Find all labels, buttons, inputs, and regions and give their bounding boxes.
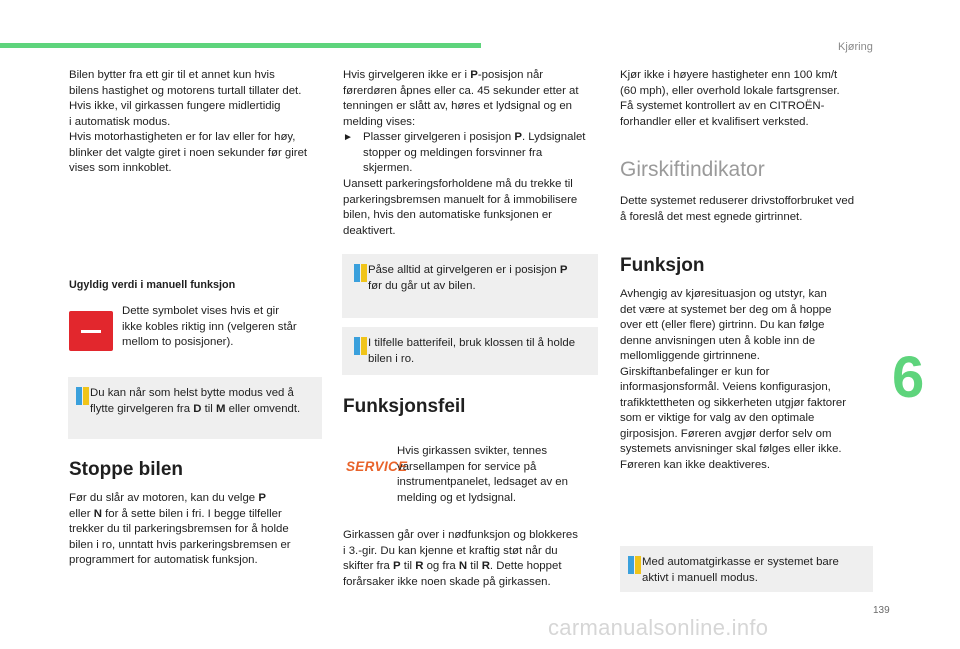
bullet-line [363, 161, 605, 177]
watermark: carmanualsonline.info [548, 615, 769, 640]
fault-heading: Funksjonsfeil [343, 396, 466, 417]
text: Før du slår av motoren, kan du velge [69, 492, 259, 504]
note-line [90, 402, 314, 418]
section-title: Kjøring [838, 41, 873, 53]
info-note-park-position [342, 254, 598, 318]
gear-fault-warning-icon [69, 311, 113, 351]
p3-line [343, 528, 605, 544]
text: skifter fra [343, 560, 394, 572]
info-note-text [368, 263, 590, 294]
col2-parking-warning [343, 68, 605, 130]
stop-line [69, 491, 331, 507]
stop-line [69, 538, 331, 554]
fault-text [397, 444, 607, 506]
gear-letter: P [514, 131, 522, 143]
col3-line: denne anvisningen uten å koble inn de [620, 334, 816, 347]
function-heading: Funksjon [620, 255, 705, 276]
text: for å sette bilen i fri. I begge tilfeller [101, 507, 282, 520]
gear-letter: N [458, 560, 468, 572]
p1-line [343, 115, 605, 131]
p2-line: bilen, hvis den automatiske funksjonen er [343, 209, 552, 221]
header-accent-bar [0, 43, 481, 48]
col3-line: forhandler eller et kvalifisert verksted. [620, 115, 809, 128]
text: til [467, 560, 482, 572]
text: stopper og meldingen forsvinner fra [363, 146, 543, 159]
text: før du går ut av bilen. [368, 279, 476, 292]
info-icon [628, 556, 641, 574]
text: førerdøren åpnes eller ca. 45 sekunder etter at [343, 84, 579, 97]
text: og fra [423, 560, 459, 572]
gear-indicator-heading: Girskiftindikator [620, 158, 765, 181]
col1-intro-line: Hvis ikke, vil girkassen fungere midlertidig [69, 100, 281, 112]
p2-line: Uansett parkeringsforholdene må du trekke til [343, 178, 573, 190]
col1-intro-line: i automatisk modus. [69, 115, 171, 128]
col3-line: girposisjon. Føreren avgjør derfor selv om [620, 427, 832, 440]
text: Plasser girvelgeren i posisjon [363, 131, 515, 143]
p3-line [343, 544, 605, 560]
text: bilen i ro, unntatt hvis parkeringsbremsen er [69, 538, 291, 551]
service-warning-icon: SERVICE [346, 459, 408, 474]
note-line: I tilfelle batterifeil, bruk klossen til å holde [368, 337, 576, 349]
info-icon [76, 387, 89, 405]
col3-line: (60 mph), eller overhold lokale fartsgrenser. [620, 84, 840, 97]
gear-letter: M [216, 402, 226, 415]
gear-letter: P [258, 492, 266, 504]
info-note-mode-switch [68, 377, 322, 439]
invalid-value-text [122, 304, 322, 351]
note-text: eller omvendt. [225, 402, 301, 415]
col3-speed-text [620, 68, 882, 130]
text: forårsaker ikke noen skade på girkassen. [343, 575, 551, 588]
text: Girkassen går over i nødfunksjon og blokkeres [343, 529, 578, 541]
col2-parking-brake-text [343, 177, 605, 239]
gear-letter: P [559, 264, 568, 276]
arrow-bullet-icon: ► [343, 132, 353, 143]
info-note-text [368, 336, 590, 367]
invalid-value-heading: Ugyldig verdi i manuell funksjon [69, 279, 236, 291]
stop-car-text [69, 491, 331, 569]
note-line: aktivt i manuell modus. [642, 571, 758, 584]
p1-line [343, 84, 605, 100]
gear-letter: R [415, 560, 424, 572]
text: tenningen er slått av, høres et lydsignal og en [343, 100, 573, 112]
p3-line [343, 575, 605, 591]
p1-line [343, 68, 605, 84]
col3-line: Kjør ikke i høyere hastigheter enn 100 km/t [620, 69, 838, 81]
text: -posisjon når [477, 69, 544, 81]
col3-line: trafikktettheten og sikkerheten utgjør faktorer [620, 396, 847, 409]
col3-line: som er viktige for valg av den optimale [620, 412, 815, 424]
p3-line [343, 559, 605, 575]
info-note-text [90, 386, 314, 417]
col1-intro-line: vises som innkoblet. [69, 162, 172, 174]
text: eller [69, 507, 94, 520]
p1-line [343, 99, 605, 115]
col3-line: det være at systemet ber deg om å hoppe [620, 303, 832, 316]
col3-line: Føreren kan ikke deaktiveres. [620, 458, 771, 471]
gear-indicator-text [620, 194, 882, 225]
note-line [368, 263, 590, 279]
invalid-value-line: mellom to posisjoner). [122, 336, 234, 348]
text: . Lydsignalet [521, 131, 586, 143]
gear-letter: P [470, 69, 478, 81]
gear-letter: D [193, 402, 202, 415]
info-note-battery [342, 327, 598, 375]
stop-line [69, 522, 331, 538]
text: skjermen. [363, 162, 413, 174]
text: til [400, 560, 416, 572]
gear-letter: N [93, 507, 102, 520]
col3-line: informasjonsformål. Veiens konfigurasjon, [620, 381, 831, 393]
col3-line: mellomliggende girtrinnene. [620, 350, 760, 362]
chapter-number: 6 [892, 345, 925, 410]
fault-line: melding og et lydsignal. [397, 491, 517, 504]
col1-intro-line: Bilen bytter fra ett gir til et annet kun hvis [69, 69, 275, 81]
text: Hvis girvelgeren ikke er i [343, 69, 471, 81]
text: Påse alltid at girvelgeren er i posisjon [368, 264, 560, 276]
col1-intro-line: blinker det valgte giret i noen sekunder før giret [69, 146, 308, 159]
invalid-value-line: Dette symbolet vises hvis et gir [122, 305, 279, 317]
info-note-automatic [620, 546, 873, 592]
text: melding vises: [343, 115, 416, 128]
col1-intro-line: bilens hastighet og motorens turtall tillater det. [69, 84, 302, 97]
invalid-value-line: ikke kobles riktig inn (velgeren står [122, 320, 297, 333]
fault-line: Hvis girkassen svikter, tennes [397, 445, 548, 457]
col3-line: Girskiftanbefalinger er kun for [620, 365, 770, 378]
gear-letter: R [481, 560, 490, 572]
info-icon [354, 337, 367, 355]
col3-line: over ett (eller flere) girtrinn. Du kan følge [620, 319, 825, 331]
fault-line: instrumentpanelet, ledsaget av en [397, 476, 568, 488]
col3-line: systemets anvisninger skal følges eller ikke. [620, 443, 842, 455]
col1-intro-line: Hvis motorhastigheten er for lav eller for høy, [69, 131, 296, 143]
text: programmert for automatisk funksjon. [69, 554, 258, 566]
gear-letter: P [393, 560, 401, 572]
bullet-item [343, 130, 605, 177]
note-line: bilen i ro. [368, 352, 415, 365]
emergency-mode-text [343, 528, 605, 590]
bullet-text [363, 130, 605, 177]
text: . Dette hoppet [489, 560, 562, 572]
note-text: Du kan når som helst bytte modus ved å [90, 387, 294, 399]
col3-line: Få systemet kontrollert av en CITROËN- [620, 100, 825, 112]
info-icon [354, 264, 367, 282]
fault-line: varsellampen for service på [397, 460, 537, 473]
stop-car-heading: Stoppe bilen [69, 459, 183, 480]
note-line [368, 279, 590, 295]
text: trekker du til parkeringsbremsen for å holde [69, 523, 289, 535]
bullet-line [363, 146, 605, 162]
col3-line: Avhengig av kjøresituasjon og utstyr, kan [620, 288, 827, 300]
dash-symbol [81, 330, 101, 333]
note-text: til [201, 402, 216, 415]
bullet-line [363, 130, 605, 146]
stop-line [69, 507, 331, 523]
p2-line: parkeringsbremsen manuelt for å immobilisere [343, 193, 578, 206]
note-line [90, 386, 314, 402]
note-line: Med automatgirkasse er systemet bare [642, 556, 839, 568]
page-number: 139 [873, 605, 890, 616]
p2-line: deaktivert. [343, 224, 396, 237]
text: i 3.-gir. Du kan kjenne et kraftig støt når du [343, 544, 558, 557]
col3-line: Dette systemet reduserer drivstofforbruket ved [620, 195, 855, 207]
function-text [620, 287, 882, 473]
info-note-text [642, 555, 865, 586]
stop-line [69, 553, 331, 569]
col3-line: å foreslå det mest egnede girtrinnet. [620, 210, 803, 223]
col1-intro [69, 68, 331, 177]
note-text: flytte girvelgeren fra [90, 402, 194, 415]
